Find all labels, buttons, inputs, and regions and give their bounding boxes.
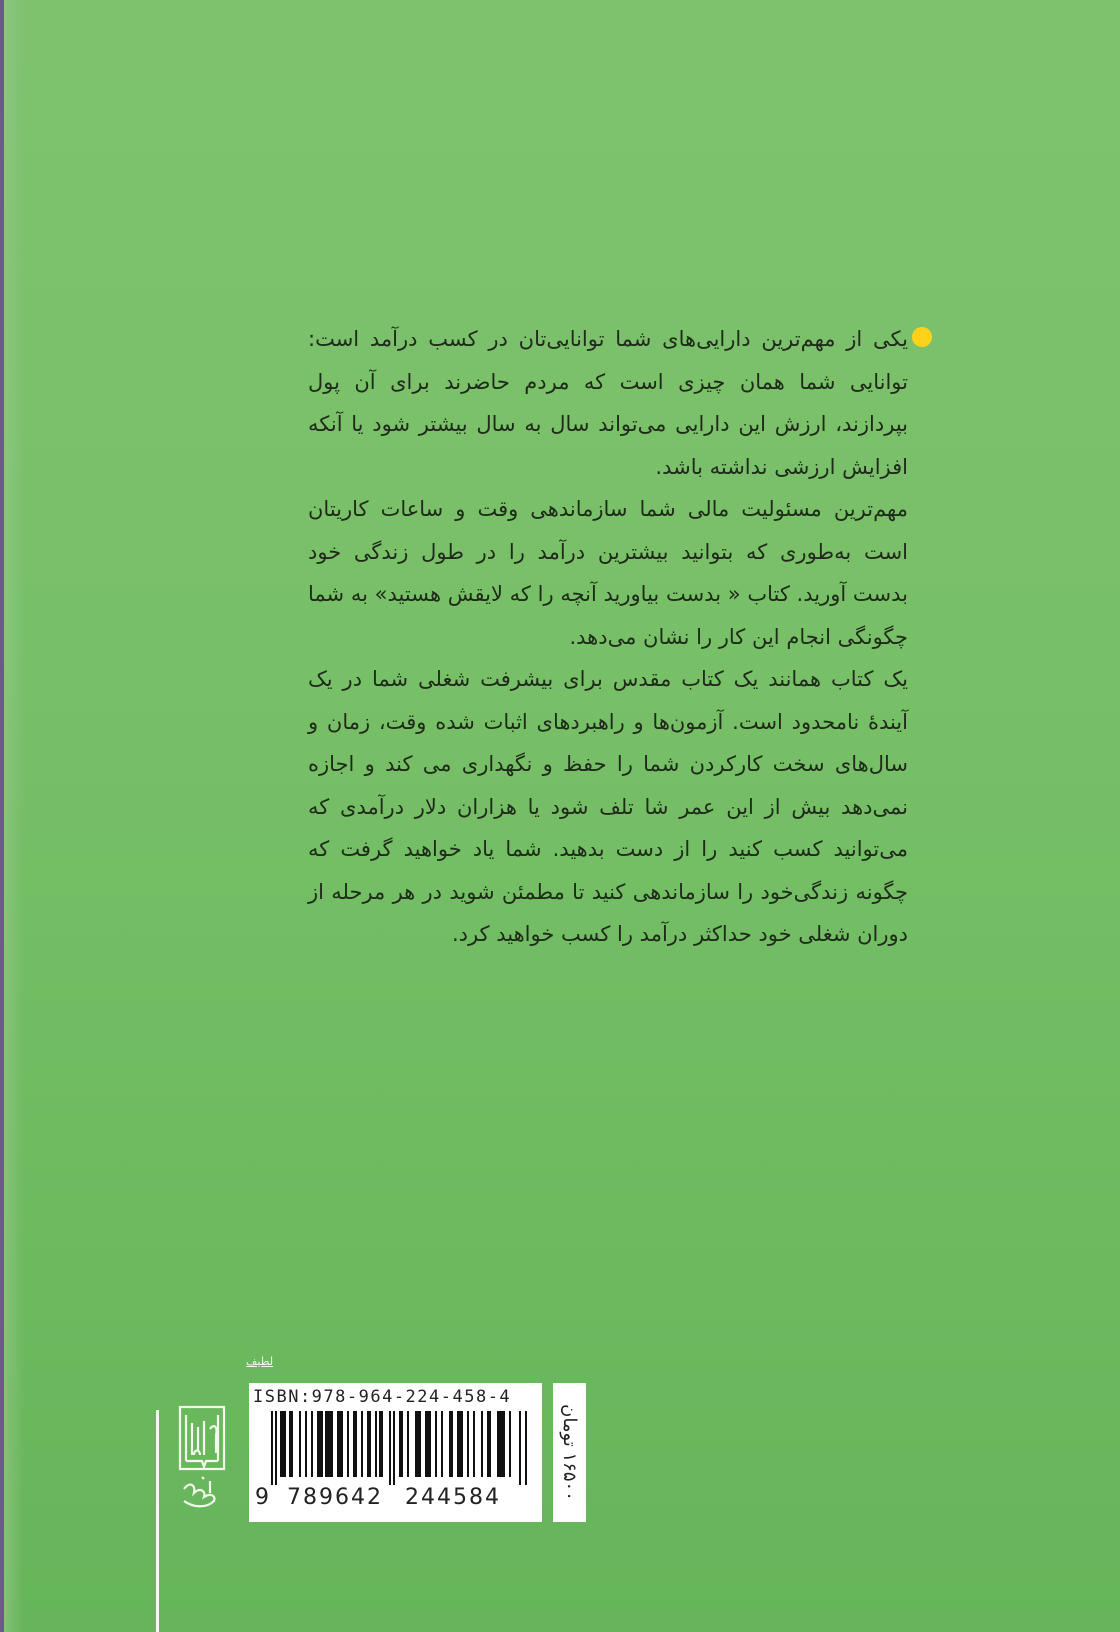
blurb-paragraph-3: یک کتاب همانند یک کتاب مقدس برای بیشرفت شغلی شما در یک آیندهٔ نامحدود است. آزمون‌ها و راهبردهای اثبات شده وقت، زمان و سال‌های سخت کارکردن شما را حفظ و نگهداری می کند و اجازه نمی‌دهد بیش از این عمر شا تلف شود یا هزاران دلار درآمدی که می‌توانید کسب کنید را از دست بدهید. شما یاد خواهید گرفت که چگونه زندگی‌خود را سازماندهی کنید تا مطمئن شوید در هر مرحله از دوران شغلی خود حداکثر درآمد را کسب خواهید کرد. (308, 667, 908, 946)
publisher-divider (156, 1410, 159, 1632)
bullet-icon (912, 327, 932, 347)
barcode-bars-icon (271, 1411, 529, 1485)
ean-first-digit: 9 (255, 1485, 271, 1510)
spine-shade (4, 0, 24, 1632)
ean-digits (253, 1485, 538, 1517)
publisher-logo-icon (166, 1405, 226, 1515)
blurb-paragraph-1: یکی از مهم‌ترین دارایی‌های شما توانایی‌تان در کسب درآمد است: توانایی شما همان چیزی است که مردم حاضرند برای آن پول بپردازند، ارزش این دارایی می‌تواند سال به سال بیشتر شود یا آنکه افزایش ارزشی نداشته باشد. (308, 327, 908, 479)
isbn-barcode (249, 1383, 542, 1522)
blurb-paragraph-2: مهم‌ترین مسئولیت مالی شما سازماندهی وقت و ساعات کاریتان است به‌طوری که بتوانید بیشترین درآمد را در طول زندگی خود بدست آورید. کتاب « بدست بیاورید آنچه را که لایقش هستید» به شما چگونگی انجام این کار را نشان می‌دهد. (308, 497, 908, 649)
ean-left-group: 789642 (287, 1485, 383, 1510)
price-label: ۱۶۵۰۰ تومان (559, 1404, 580, 1501)
isbn-label: ISBN:978-964-224-458-4 (253, 1387, 512, 1407)
imprint-mark: لطیف (246, 1355, 274, 1368)
ean-right-group: 244584 (405, 1485, 501, 1510)
price-tag (553, 1383, 586, 1522)
back-cover-blurb (308, 318, 908, 956)
